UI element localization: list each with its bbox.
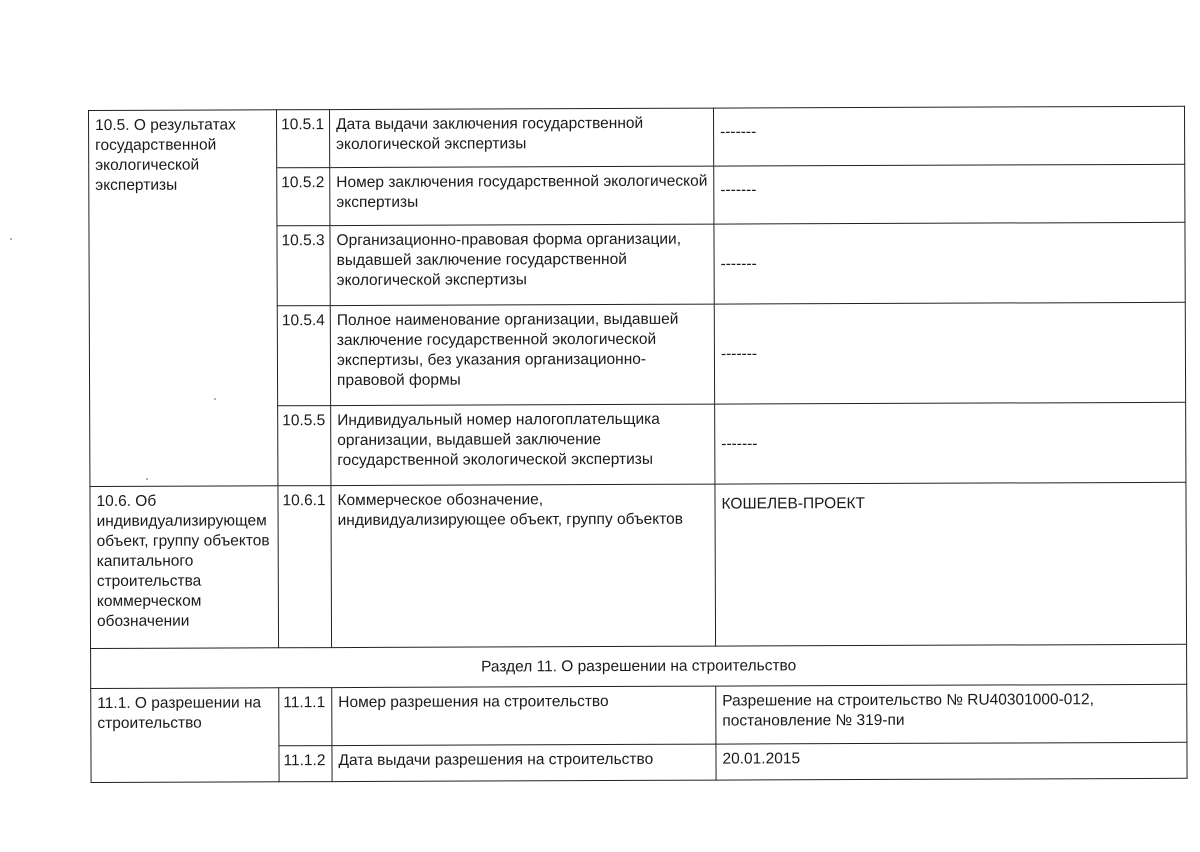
row-code: 10.5.4: [277, 306, 330, 406]
table-row: [91, 684, 1187, 746]
table-row: [90, 482, 1187, 648]
row-value: -------: [714, 164, 1185, 224]
scan-speck: [10, 238, 12, 240]
row-code: 11.1.1: [279, 688, 332, 746]
section-title: Раздел 11. О разрешении на строительство: [91, 644, 1187, 688]
table-row: [89, 106, 1185, 168]
row-value: Разрешение на строительство № RU40301000-012, постановление № 319-пи: [716, 684, 1187, 744]
scan-speck: [146, 478, 148, 480]
row-field: Номер заключения государственной экологической экспертизы: [330, 166, 714, 225]
row-code: 10.5.2: [277, 168, 330, 226]
row-code: 10.6.1: [278, 486, 332, 648]
row-code: 10.5.3: [277, 226, 330, 306]
row-value: 20.01.2015: [716, 742, 1187, 780]
row-field: Номер разрешения на строительство: [332, 686, 716, 745]
row-field: Дата выдачи заключения государственной экологической экспертизы: [330, 108, 714, 167]
group-label-cell: 10.5. О результатах государственной экологической экспертизы: [89, 110, 278, 487]
row-code: 11.1.2: [279, 746, 332, 782]
row-field: Организационно-правовая форма организации, выдавшей заключение государственной экологической экспертизы: [330, 224, 714, 305]
row-field: Коммерческое обозначение, индивидуализирующее объект, группу объектов: [331, 484, 716, 647]
row-code: 10.5.1: [277, 110, 330, 168]
row-field: Дата выдачи разрешения на строительство: [332, 744, 716, 781]
row-value: КОШЕЛЕВ-ПРОЕКТ: [715, 482, 1187, 646]
row-field: Полное наименование организации, выдавшей заключение государственной экологической экспертизы, без указания организационно-правовой формы: [330, 304, 714, 405]
row-code: 10.5.5: [278, 406, 331, 486]
row-value: -------: [715, 402, 1186, 484]
group-label-cell: 10.6. Об индивидуализирующем объект, группу объектов капитального строительства коммерческом обозначении: [90, 486, 279, 649]
section-header-row: [91, 644, 1187, 688]
row-value: -------: [714, 222, 1185, 304]
row-field: Индивидуальный номер налогоплательщика организации, выдавшей заключение государственной экологической экспертизы: [331, 404, 715, 485]
row-value: -------: [713, 106, 1184, 166]
project-declaration-table: [88, 106, 1188, 783]
group-label-cell: 11.1. О разрешении на строительство: [91, 688, 279, 783]
scan-speck: [214, 398, 216, 400]
row-value: -------: [714, 302, 1185, 404]
